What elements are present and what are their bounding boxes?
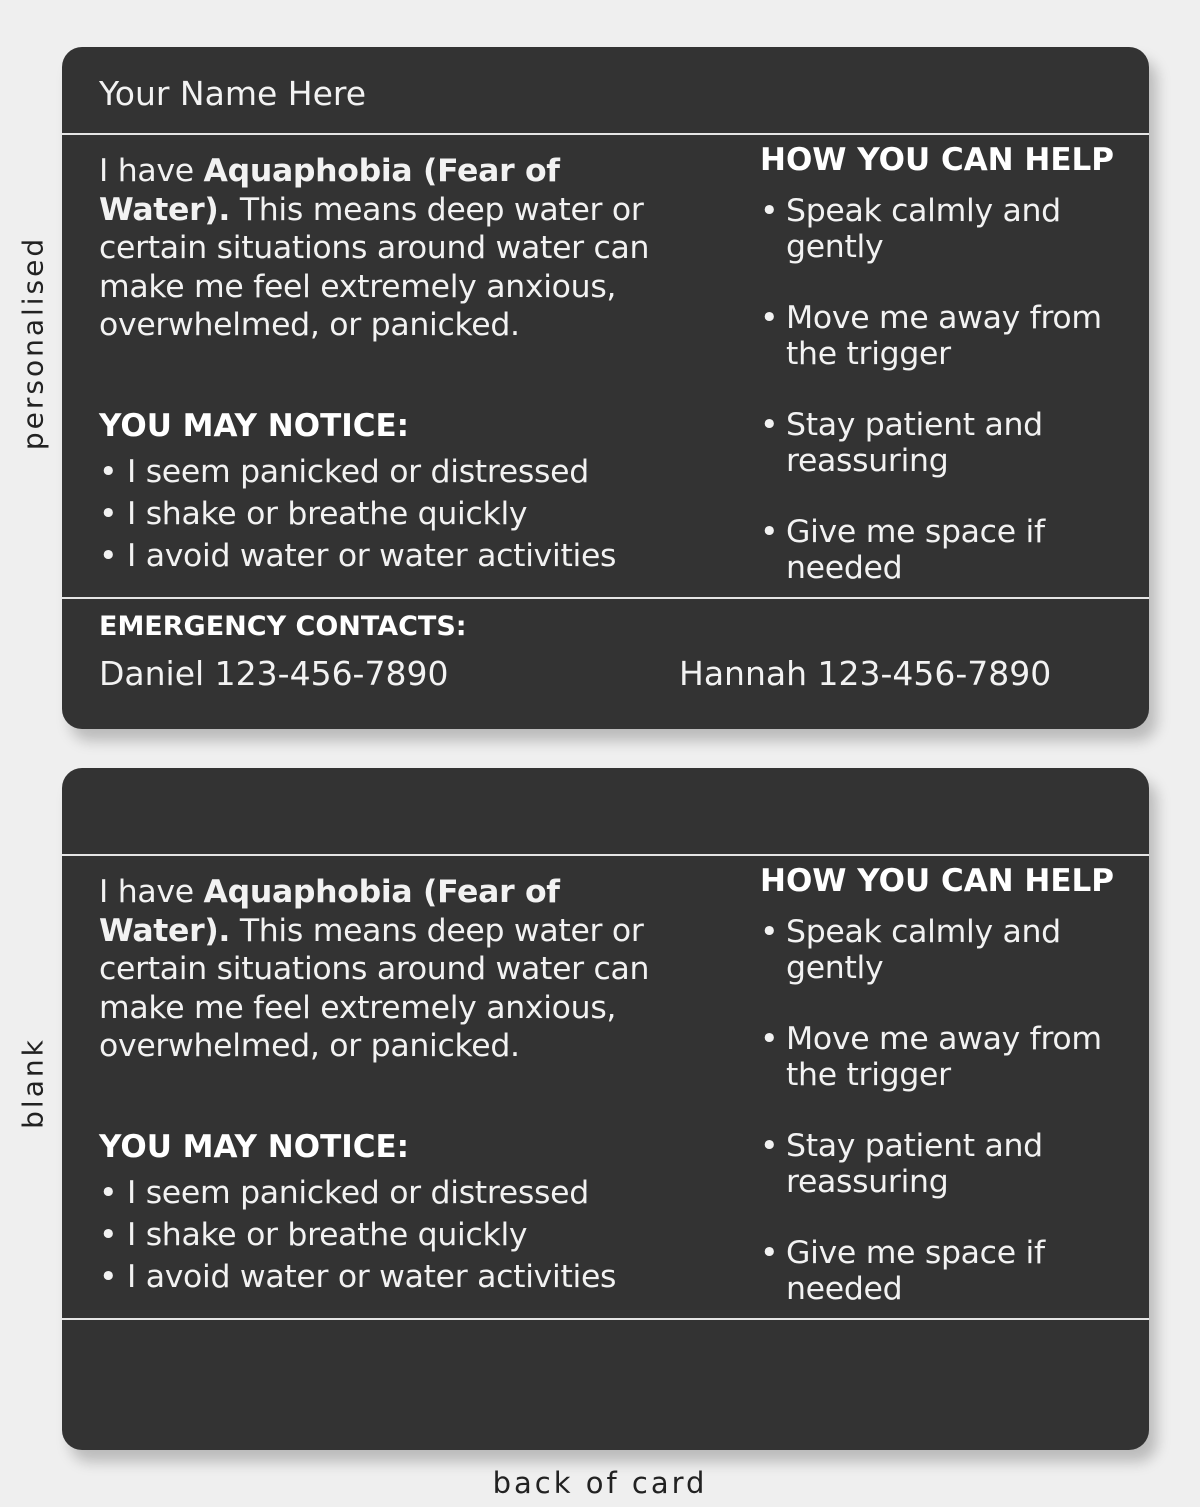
help-item-text: Stay patient and reassuring: [786, 407, 1043, 479]
help-item: [760, 1235, 1140, 1342]
bullet: •: [760, 914, 779, 950]
description-lead: I have: [99, 153, 204, 189]
back-of-card-label: back of card: [492, 1466, 708, 1500]
description-rest: This means deep water or certain situations around water can make me feel extremely anxious, overwhelmed, or panicked.: [99, 912, 650, 1064]
help-list: [760, 914, 1140, 1342]
description-lead: I have: [99, 874, 204, 910]
bullet: •: [760, 514, 779, 550]
bullet: •: [760, 1021, 779, 1057]
blank-card: [62, 768, 1149, 1450]
personalised-label: personalised: [16, 235, 50, 451]
help-item-text: Give me space if needed: [786, 1235, 1045, 1307]
help-item: [760, 1021, 1140, 1128]
help-item: [760, 193, 1140, 300]
help-item: [760, 1128, 1140, 1235]
help-item-text: Move me away from the trigger: [786, 1021, 1102, 1093]
notice-item: • I seem panicked or distressed: [99, 1175, 589, 1211]
help-item-text: Stay patient and reassuring: [786, 1128, 1043, 1200]
emergency-contact: Daniel 123-456-7890: [99, 654, 449, 693]
description-rest: This means deep water or certain situations around water can make me feel extremely anxious, overwhelmed, or panicked.: [99, 191, 650, 343]
header-divider: [62, 133, 1149, 135]
help-item-text: Speak calmly and gently: [786, 193, 1061, 265]
personalised-card: [62, 47, 1149, 729]
condition-name: Aquaphobia (Fear of Water).: [99, 153, 560, 228]
header-divider: [62, 854, 1149, 856]
help-item: [760, 300, 1140, 407]
help-list: [760, 193, 1140, 621]
emergency-contacts-heading: EMERGENCY CONTACTS:: [99, 611, 467, 642]
notice-heading: YOU MAY NOTICE:: [99, 1129, 410, 1165]
notice-item: • I seem panicked or distressed: [99, 454, 589, 490]
help-item-text: Move me away from the trigger: [786, 300, 1102, 372]
notice-item: • I shake or breathe quickly: [99, 1217, 528, 1253]
notice-list: [99, 1172, 699, 1298]
notice-item: • I avoid water or water activities: [99, 538, 617, 574]
cardholder-name: Your Name Here: [99, 74, 367, 113]
bullet: •: [760, 193, 779, 229]
notice-item: • I avoid water or water activities: [99, 1259, 617, 1295]
bullet: •: [760, 1128, 779, 1164]
bullet: •: [760, 407, 779, 443]
help-heading: HOW YOU CAN HELP: [760, 863, 1115, 899]
footer-divider: [62, 597, 1149, 599]
condition-description: [99, 873, 699, 1066]
bullet: •: [760, 1235, 779, 1271]
help-heading: HOW YOU CAN HELP: [760, 142, 1115, 178]
bullet: •: [760, 300, 779, 336]
help-item-text: Speak calmly and gently: [786, 914, 1061, 986]
help-item-text: Give me space if needed: [786, 514, 1045, 586]
notice-list: [99, 451, 699, 577]
emergency-contact: Hannah 123-456-7890: [679, 654, 1052, 693]
notice-item: • I shake or breathe quickly: [99, 496, 528, 532]
condition-name: Aquaphobia (Fear of Water).: [99, 874, 560, 949]
footer-divider: [62, 1318, 1149, 1320]
notice-heading: YOU MAY NOTICE:: [99, 408, 410, 444]
help-item: [760, 407, 1140, 514]
help-item: [760, 514, 1140, 621]
help-item: [760, 914, 1140, 1021]
condition-description: [99, 152, 699, 345]
blank-label: blank: [16, 1037, 50, 1129]
